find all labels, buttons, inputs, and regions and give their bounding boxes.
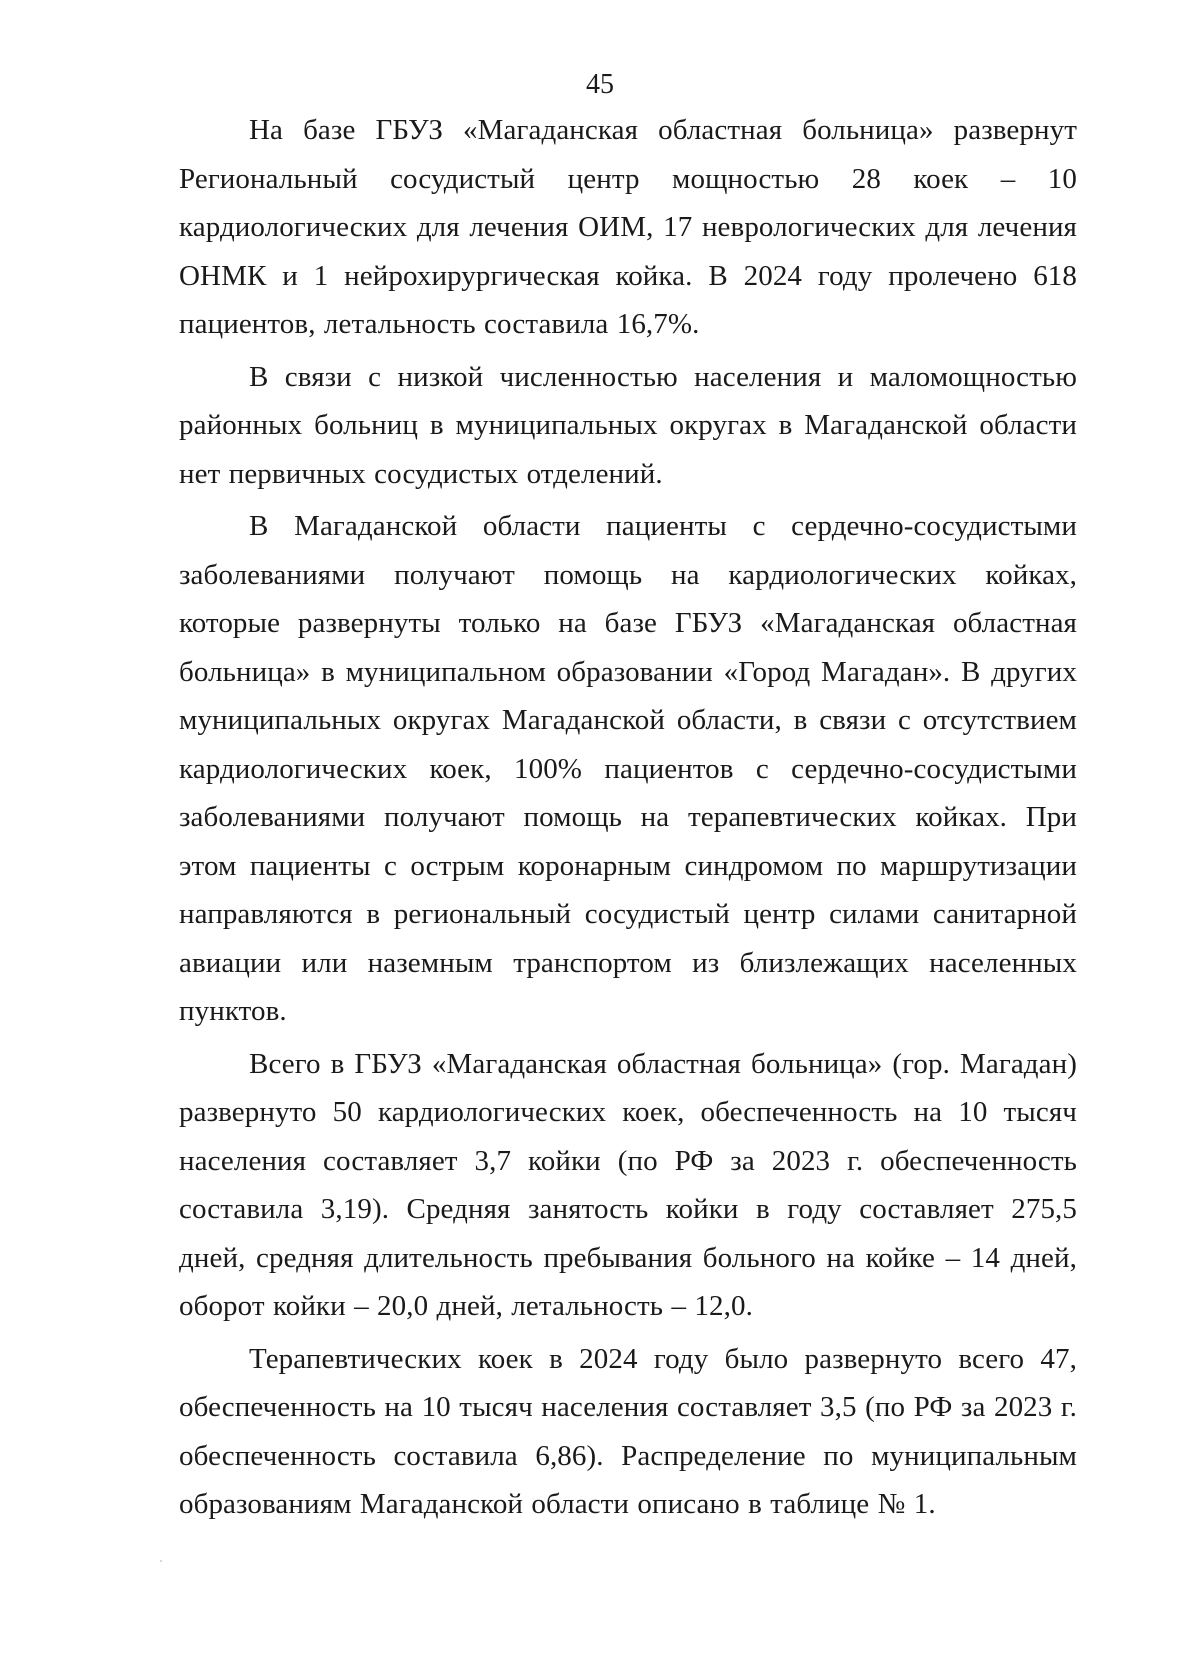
paragraph-cardiology-beds-access: В Магаданской области пациенты с сердечно-сосудистыми заболеваниями получают помощь на кардиологических койках, которые развернуты только на базе ГБУЗ «Магаданская областная больница» в муниципальном образовании «Город Магадан». В других муниципальных округах Магаданской области, в связи с отсутствием кардиологических коек, 100% пациентов с сердечно-сосудистыми заболеваниями получают помощь на терапевтических койках. При этом пациенты с острым коронарным синдромом по маршрутизации направляются в региональный сосудистый центр силами санитарной авиации или наземным транспортом из близлежащих населенных пунктов. (179, 510, 1077, 1027)
document-body (179, 106, 1077, 1533)
paragraph-no-primary-vascular-departments: В связи с низкой численностью населения и маломощностью районных больниц в муниципальных округах в Магаданской области нет первичных сосудистых отделений. (179, 360, 1077, 490)
paragraph-regional-vascular-center: На базе ГБУЗ «Магаданская областная больница» развернут Региональный сосудистый центр мощностью 28 коек – 10 кардиологических для лечения ОИМ, 17 неврологических для лечения ОНМК и 1 нейрохирургическая койка. В 2024 году пролечено 618 пациентов, летальность составила 16,7%. (179, 114, 1077, 340)
scan-speck (160, 1560, 162, 1562)
paragraph-cardiology-bed-statistics: Всего в ГБУЗ «Магаданская областная больница» (гор. Магадан) развернуто 50 кардиологических коек, обеспеченность на 10 тысяч населения составляет 3,7 койки (по РФ за 2023 г. обеспеченность составила 3,19). Средняя занятость койки в году составляет 275,5 дней, средняя длительность пребывания больного на койке – 14 дней, оборот койки – 20,0 дней, летальность – 12,0. (179, 1047, 1077, 1322)
paragraph-therapeutic-beds: Терапевтических коек в 2024 году было развернуто всего 47, обеспеченность на 10 тысяч населения составляет 3,5 (по РФ за 2023 г. обеспеченность составила 6,86). Распределение по муниципальным образованиям Магаданской области описано в таблице № 1. (179, 1342, 1077, 1520)
page-number: 45 (586, 69, 614, 100)
